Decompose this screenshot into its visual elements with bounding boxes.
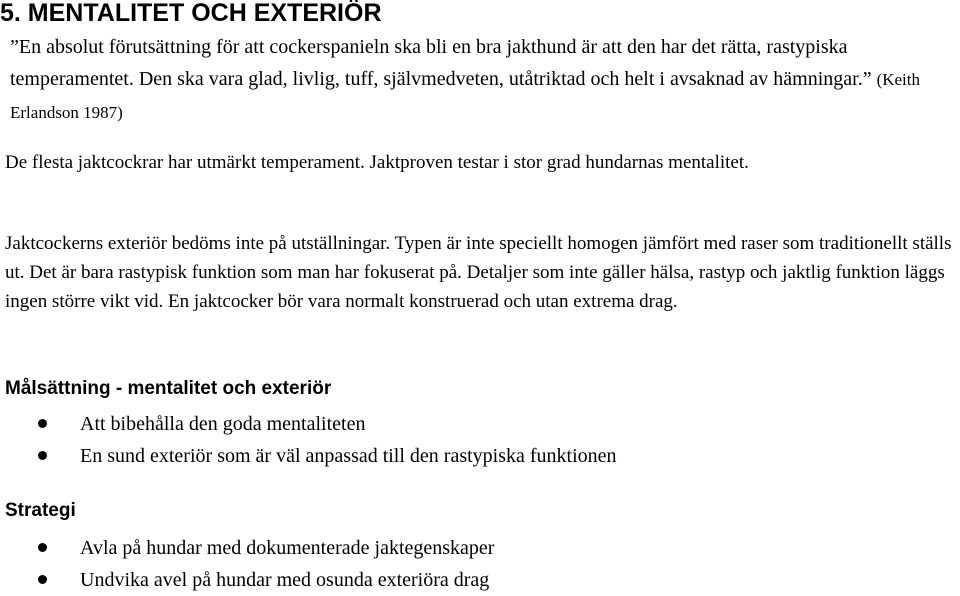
paragraph-exterior: Jaktcockerns exteriör bedöms inte på utställningar. Typen är inte speciellt homogen jämfört med raser som traditionellt ställs ut. Det är bara rastypisk funktion som man har fokuserat på. Detaljer som inte gäller hälsa, rastyp och jaktlig funktion läggs ingen större vikt vid. En jaktcocker bör vara normalt konstruerad och utan extrema drag. xyxy=(5,233,952,312)
strategy-item-text: Undvika avel på hundar med osunda exteriöra drag xyxy=(80,569,490,591)
strategy-heading: Strategi xyxy=(5,500,76,521)
bullet-icon xyxy=(38,543,47,552)
quote-block xyxy=(10,31,955,129)
bullet-icon xyxy=(38,575,47,584)
goals-heading: Målsättning - mentalitet och exteriör xyxy=(5,378,332,399)
goal-item-text: En sund exteriör som är väl anpassad till den rastypiska funktionen xyxy=(80,445,617,467)
quote-text: ”En absolut förutsättning för att cockerspanieln ska bli en bra jakthund är att den har det rätta, rastypiska temperamentet. Den ska vara glad, livlig, tuff, självmedveten, utåtriktad och helt i avsaknad av hämningar.” xyxy=(10,36,872,90)
strategy-item-text: Avla på hundar med dokumenterade jaktegenskaper xyxy=(80,537,495,559)
section-title: 5. MENTALITET OCH EXTERIÖR xyxy=(0,0,382,27)
bullet-icon xyxy=(38,451,47,460)
paragraph-temperament: De flesta jaktcockrar har utmärkt temperament. Jaktproven testar i stor grad hundarnas mentalitet. xyxy=(5,152,749,173)
quote-attribution: (Keith Erlandson 1987) xyxy=(10,70,921,122)
bullet-icon xyxy=(38,419,47,428)
goal-item-text: Att bibehålla den goda mentaliteten xyxy=(80,413,366,435)
